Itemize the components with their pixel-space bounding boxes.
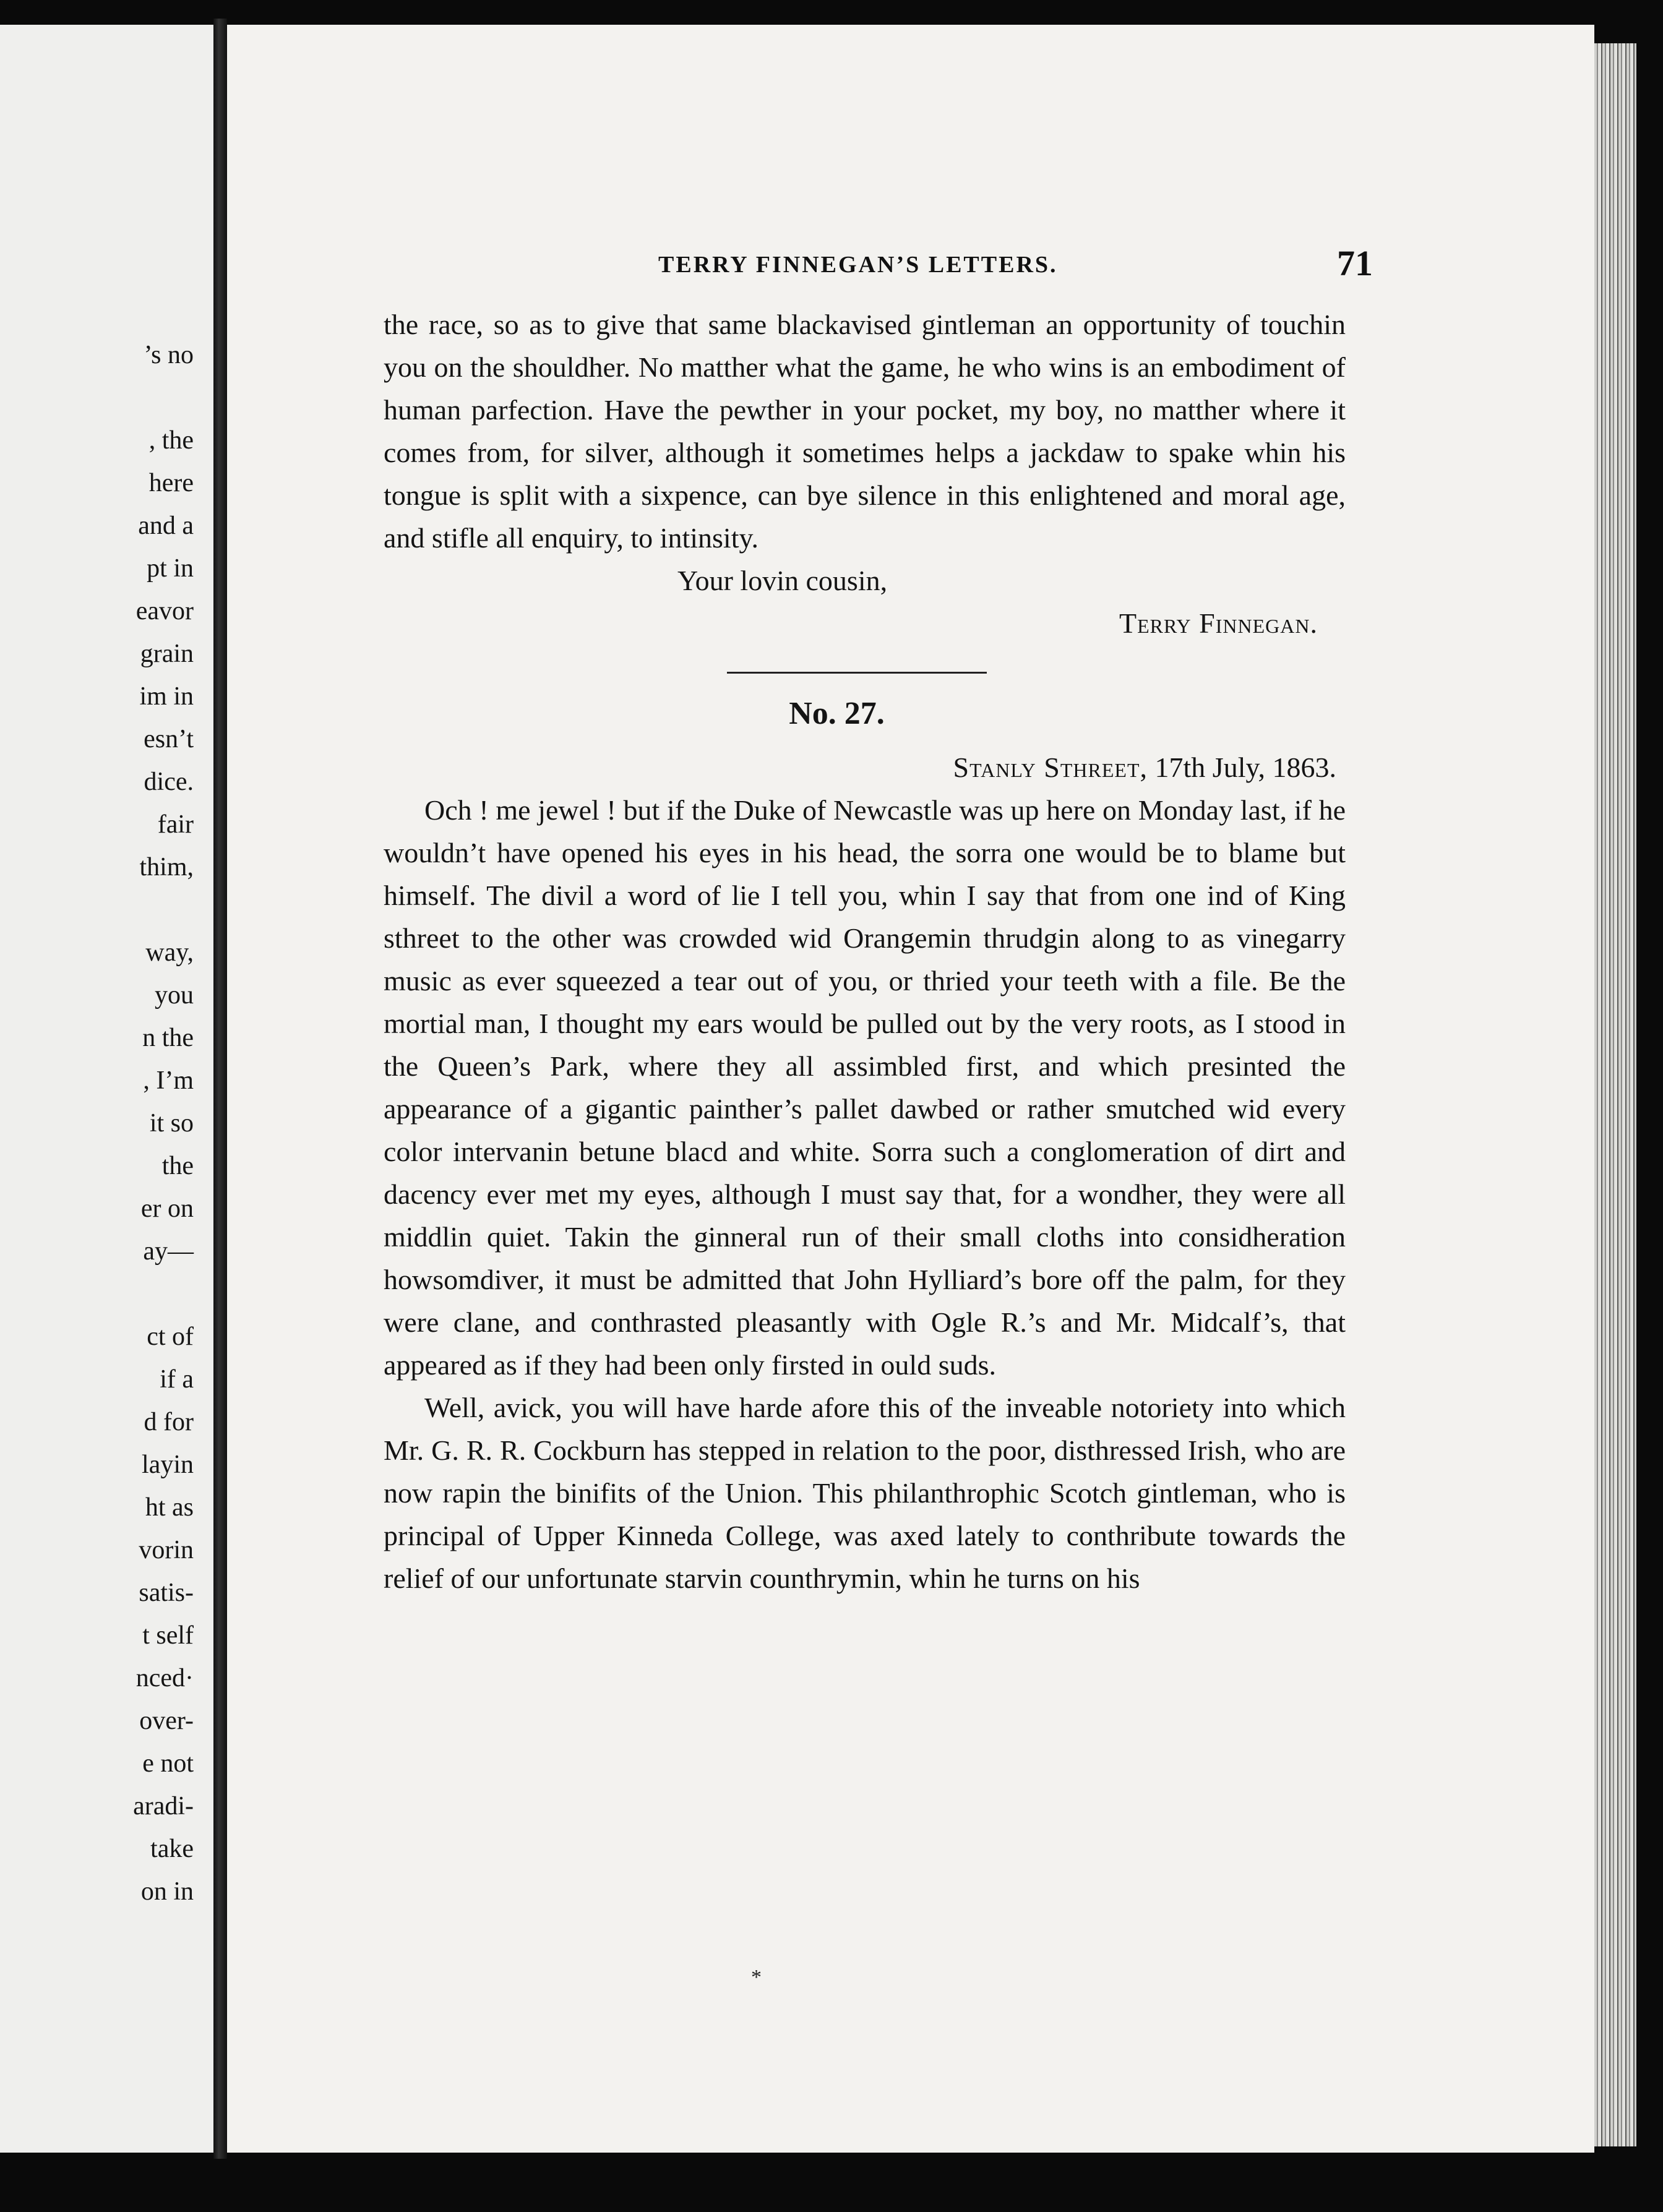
left-page-fragment: layin (142, 1451, 194, 1479)
left-page-fragment: t self (142, 1621, 194, 1650)
left-page-fragment: ’s no (144, 341, 194, 369)
left-page-fragment: esn’t (144, 725, 194, 753)
left-page-fragment: over- (139, 1707, 194, 1735)
page-stack-edges (1594, 43, 1636, 2146)
section-rule (727, 672, 987, 674)
dateline-date: 17th July, 1863. (1154, 752, 1336, 783)
left-page-fragment: vorin (139, 1536, 194, 1564)
page-body (384, 303, 1346, 1600)
left-page-fragment: ct of (147, 1322, 194, 1351)
continued-paragraph: the race, so as to give that same blackavised gintleman an opportunity of touchin you on the shouldher. No matther what the game, he who wins is an embodiment of human parfection. Have the pewther in your pocket, my boy, no matther where it comes from, for silver, although it sometimes helps a jackdaw to spake whin his tongue is split with a sixpence, can bye silence in this enlightened and moral age, and stifle all enquiry, to intinsity. (384, 309, 1346, 554)
left-page-fragment: aradi- (133, 1792, 194, 1820)
left-page-fragment: , I’m (143, 1066, 194, 1095)
book-gutter (213, 19, 227, 2159)
left-page-fragments (133, 334, 194, 1913)
left-page-fragment: it so (149, 1109, 194, 1138)
dateline-place: Stanly Sthreet, (953, 752, 1148, 783)
left-page-fragment: if a (160, 1365, 194, 1394)
letter-paragraph: Well, avick, you will have harde afore this of the inveable notoriety into which Mr. G. R. R. Cockburn has stepped in relation to the poor, disthressed Irish, who are now rapin the binifits of the Union. This philanthrophic Scotch gintleman, who is principal of Upper Kinneda College, was axed lately to conthribute towards the relief of our unfortunate starvin counthrymin, whin he turns on his (384, 1392, 1346, 1594)
left-page-fragment: way, (145, 938, 194, 967)
left-page-fragment: on in (140, 1877, 194, 1906)
letter-dateline (384, 746, 1346, 789)
letter-signature: Terry Finnegan. (1119, 607, 1318, 639)
letter-paragraph: Och ! me jewel ! but if the Duke of Newcastle was up here on Monday last, if he wouldn’t have opened his eyes in his head, the sorra one would be to blame but himself. The divil a word of lie I tell you, whin I say that from one ind of King sthreet to the other was crowded wid Orangemin thrudgin along to as vinegarry music as ever squeezed a tear out of you, or thried your teeth with a file. Be the mortial man, I thought my ears would be pulled out by the very roots, as I stood in the Queen’s Park, where they all assimbled first, and which presinted the appearance of a gigantic painther’s pallet dawbed or rather smutched wid every color intervanin betune blacd and white. Sorra such a conglomeration of dirt and dacency ever met my eyes, although I must say that, for a wondher, they were all middlin quiet. Takin the ginneral run of their small cloths into considheration howsomdiver, it must be admitted that John Hylliard’s bore off the palm, for they were clane, and conthrasted pleasantly with Ogle R.’s and Mr. Midcalf’s, that appeared as if they had been only firsted in ould suds. (384, 794, 1346, 1381)
left-page-fragment (133, 377, 194, 419)
left-page-fragment: pt in (147, 554, 194, 583)
left-page-fragment: the (161, 1152, 194, 1180)
left-page-fragment: ay— (143, 1237, 194, 1266)
left-page-fragment: e not (142, 1749, 194, 1778)
left-page-fragment: grain (140, 640, 194, 668)
signature-mark: * (751, 1966, 762, 1989)
left-page-fragment: take (150, 1835, 194, 1863)
left-page-fragment: and a (138, 512, 194, 540)
left-page-fragment: im in (139, 682, 194, 711)
left-page-fragment (133, 1273, 194, 1316)
left-page-edge (0, 25, 216, 2153)
left-page-fragment: satis- (139, 1579, 194, 1607)
letter-closing: Your lovin cousin, (677, 565, 888, 596)
left-page-fragment: thim, (139, 853, 194, 881)
left-page-fragment: here (148, 469, 194, 497)
left-page-fragment: nced· (135, 1664, 194, 1692)
left-page-fragment: , the (148, 426, 194, 455)
page-number: 71 (1337, 243, 1373, 283)
left-page-fragment (133, 889, 194, 932)
running-head: TERRY FINNEGAN’S LETTERS. (658, 252, 1058, 278)
left-page-fragment: ht as (145, 1493, 194, 1522)
letter-number: No. 27. (789, 696, 885, 731)
left-page-fragment: eavor (135, 597, 194, 625)
left-page-fragment: fair (157, 810, 194, 839)
left-page-fragment: you (155, 981, 194, 1010)
left-page-fragment: dice. (144, 768, 194, 796)
page-header (658, 243, 1373, 289)
left-page-fragment: er on (140, 1194, 194, 1223)
left-page-fragment: d for (144, 1408, 194, 1436)
left-page-fragment: n the (142, 1024, 194, 1052)
